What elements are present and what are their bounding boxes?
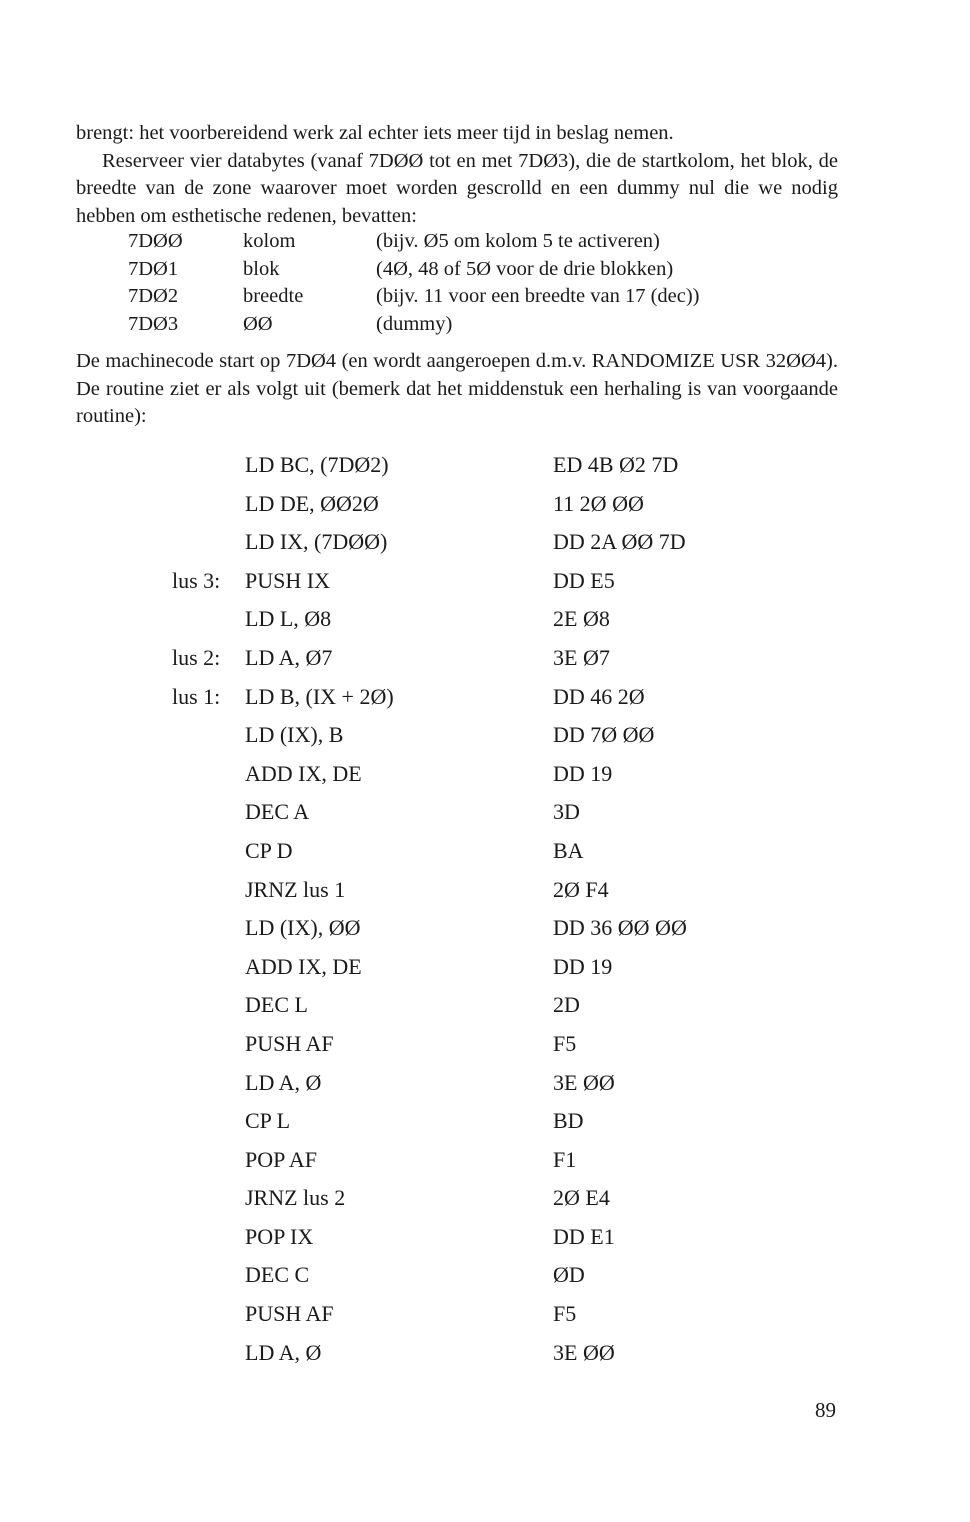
code-instruction: LD L, Ø8 [245, 606, 332, 632]
code-instruction: CP D [245, 837, 293, 863]
code-line [0, 948, 970, 987]
code-line [0, 909, 970, 948]
code-line [0, 485, 970, 524]
code-line [0, 1256, 970, 1295]
byte-address: 7DØØ [128, 230, 183, 252]
code-instruction: ADD IX, DE [245, 760, 362, 786]
intro-text [76, 120, 838, 230]
code-instruction: LD DE, ØØ2Ø [245, 490, 379, 516]
code-instruction: JRNZ lus 2 [245, 1185, 346, 1211]
code-line [0, 716, 970, 755]
code-instruction: LD IX, (7DØØ) [245, 529, 388, 555]
code-line [0, 1102, 970, 1141]
code-line [0, 446, 970, 485]
code-hex: 2E Ø8 [553, 606, 610, 632]
byte-description: (4Ø, 48 of 5Ø voor de drie blokken) [376, 257, 674, 280]
code-hex: DD 19 [553, 760, 613, 786]
code-label: lus 3: [172, 567, 221, 593]
code-line [0, 793, 970, 832]
code-hex: ØD [553, 1262, 585, 1288]
code-hex: ED 4B Ø2 7D [553, 452, 679, 477]
code-hex: BD [553, 1108, 584, 1134]
code-hex: DD 46 2Ø [553, 683, 645, 709]
code-line [0, 1064, 970, 1103]
code-hex: F5 [553, 1030, 577, 1056]
code-hex: 3D [553, 799, 580, 825]
code-line [0, 1334, 970, 1373]
code-instruction: ADD IX, DE [245, 953, 362, 979]
code-label: lus 2: [172, 644, 221, 670]
byte-description: (dummy) [376, 312, 453, 335]
code-line [0, 1025, 970, 1064]
code-instruction: DEC C [245, 1262, 310, 1288]
code-line [0, 600, 970, 639]
code-instruction: PUSH AF [245, 1030, 334, 1056]
code-hex: DD 7Ø ØØ [553, 722, 655, 748]
code-line [0, 523, 970, 562]
code-hex: 2Ø E4 [553, 1185, 610, 1211]
code-instruction: DEC L [245, 992, 308, 1018]
code-hex: DD 2A ØØ 7D [553, 529, 686, 555]
byte-address: 7DØ2 [128, 285, 179, 307]
data-byte-row [128, 256, 828, 284]
code-instruction: LD A, Ø7 [245, 644, 333, 670]
code-hex: 2D [553, 992, 580, 1018]
code-line [0, 832, 970, 871]
code-hex: DD 19 [553, 953, 613, 979]
data-bytes-table [128, 228, 828, 338]
byte-description: (bijv. Ø5 om kolom 5 te activeren) [376, 230, 660, 252]
code-hex: DD E1 [553, 1223, 615, 1249]
code-line [0, 1295, 970, 1334]
data-byte-row [128, 283, 828, 311]
code-instruction: LD B, (IX + 2Ø) [245, 683, 394, 709]
code-hex: DD 36 ØØ ØØ [553, 915, 687, 941]
code-instruction: LD A, Ø [245, 1069, 322, 1095]
code-instruction: PUSH IX [245, 567, 330, 593]
code-instruction: CP L [245, 1108, 291, 1134]
byte-name: breedte [243, 285, 304, 307]
paragraph-continuation: brengt: het voorbereidend werk zal echter iets meer tijd in beslag nemen. [76, 122, 674, 144]
data-byte-row [128, 311, 828, 339]
code-hex: 3E ØØ [553, 1339, 615, 1365]
code-hex: 3E Ø7 [553, 644, 610, 670]
code-line [0, 986, 970, 1025]
code-line [0, 639, 970, 678]
byte-description: (bijv. 11 voor een breedte van 17 (dec)) [376, 285, 700, 307]
code-hex: 2Ø F4 [553, 876, 609, 902]
code-line [0, 871, 970, 910]
code-line [0, 1179, 970, 1218]
code-instruction: PUSH AF [245, 1301, 334, 1327]
code-line [0, 1141, 970, 1180]
byte-name: kolom [243, 230, 296, 252]
code-instruction: LD (IX), ØØ [245, 915, 361, 941]
code-instruction: DEC A [245, 799, 310, 825]
code-hex: 3E ØØ [553, 1069, 615, 1095]
code-line [0, 678, 970, 717]
code-line [0, 755, 970, 794]
code-hex: DD E5 [553, 567, 615, 593]
page-number: 89 [815, 1398, 836, 1422]
code-hex: 11 2Ø ØØ [553, 490, 644, 516]
code-hex: F1 [553, 1146, 577, 1172]
byte-name: blok [243, 257, 280, 280]
byte-address: 7DØ1 [128, 257, 179, 280]
data-byte-row [128, 228, 828, 256]
code-instruction: LD (IX), B [245, 722, 344, 748]
code-line [0, 562, 970, 601]
code-instruction: LD A, Ø [245, 1339, 322, 1365]
code-instruction: LD BC, (7DØ2) [245, 452, 389, 477]
paragraph-reserve-bytes: Reserveer vier databytes (vanaf 7DØØ tot en met 7DØ3), die de startkolom, het blok, de breedte van de zone waarover moet worden gescrolld en een dummy nul die we nodig hebben om esthetische redenen, bevatten: [76, 149, 838, 227]
code-hex: BA [553, 837, 584, 863]
paragraph-machine-code: De machinecode start op 7DØ4 (en wordt aangeroepen d.m.v. RANDOMIZE USR 32ØØ4). De routine ziet er als volgt uit (bemerk dat het middenstuk een herhaling is van voorgaande routine): [76, 350, 838, 427]
code-instruction: POP IX [245, 1223, 314, 1249]
code-hex: F5 [553, 1301, 577, 1327]
byte-address: 7DØ3 [128, 312, 179, 335]
byte-name: ØØ [243, 312, 273, 335]
code-line [0, 1218, 970, 1257]
code-label: lus 1: [172, 683, 221, 709]
assembly-listing [0, 446, 970, 1372]
code-instruction: JRNZ lus 1 [245, 876, 346, 902]
code-instruction: POP AF [245, 1146, 317, 1172]
